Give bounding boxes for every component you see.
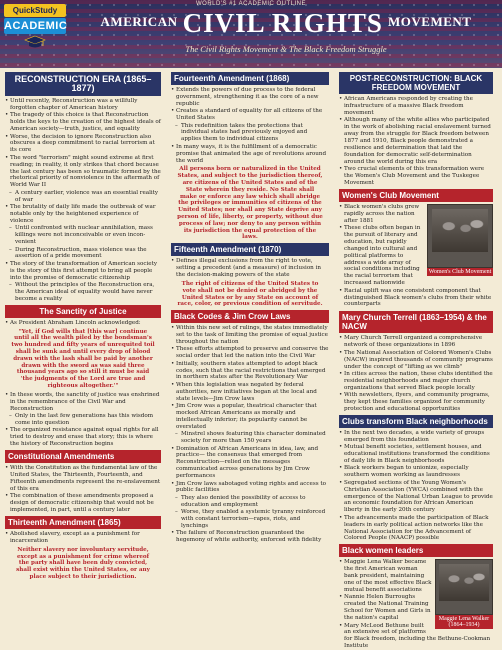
subheading-fourteenth: Fourteenth Amendment (1868) xyxy=(171,72,329,85)
title-right: MOVEMENT xyxy=(388,14,472,29)
list-item: – They also denied the possibility of access to education and employment xyxy=(171,495,329,509)
sanctity-intro xyxy=(5,320,161,327)
list-item: • In the next two decades, a wide variety of groups emerged from this foundation xyxy=(339,430,493,444)
list-item: • Mary McLeod Bethune built an extensive set of platforms for Black freedom, including the Bethune-Cookman Institute xyxy=(339,623,493,650)
lincoln-quote: "Yet, if God wills that [this war] continue until all the wealth piled by the bondsman's two hundred and fifty years of unrequited toil shall be sunk and until every drop of blood drawn with the lash shall be paid by another drawn with the sword as was said three thousand years ago so still it must be said 'the judgments of the Lord are true and righteous altogether.'" xyxy=(11,328,155,390)
list-item: – Only in the last few generations has this wisdom come into question xyxy=(5,413,161,427)
list-item: • In many ways, it is the fulfillment of a democratic promise that animated the age of revolutions around the world xyxy=(171,144,329,165)
list-item: • Worse, the decision to ignore Reconstruction also obscures a deep commitment to racial terrorism at its core xyxy=(5,134,161,155)
list-item: • African Americans responded by creating the infrastructure of a massive Black freedom movement xyxy=(339,96,493,117)
list-item: • The National Association of Colored Women's Clubs (NACW) inspired thousands of community programs under the concept of "lifting as we climb" xyxy=(339,350,493,371)
list-item: • Creates a standard of equality for all citizens of the United States xyxy=(171,108,329,122)
column-right xyxy=(336,70,496,650)
list-item: • The word "terrorism" might sound extreme at first reading; in reality, it only strikes that chord because the last century has been so traumatic formed by the rhetorical priority of nonviolence in the aftermath of World War II xyxy=(5,155,161,190)
list-item: – Minstrel shows featuring this character dominated society for more than 150 years xyxy=(171,431,329,445)
list-item: • In these words, the sanctity of justice was enshrined in the remembrance of the Civil War and Reconstruction xyxy=(5,392,161,413)
subheading-amendments: Constitutional Amendments xyxy=(5,450,161,463)
thirteenth-list xyxy=(5,531,161,545)
title-main: CIVIL RIGHTS xyxy=(182,8,383,38)
list-item: • The tragedy of this choice is that Reconstruction holds the keys to the creation of the highest ideals of American society—truth, justice, and equality xyxy=(5,112,161,133)
list-item: • Until recently, Reconstruction was a willfully forgotten chapter of American history xyxy=(5,98,161,112)
fourteenth-quote: All persons born or naturalized in the United States, and subject to the jurisdiction thereof, are citizens of the United States and of the State wherein they reside. No State shall make or enforce any law which shall abridge the privileges or immunities of citizens of the United States; nor shall any State deprive any person of life, liberty, or property, without due process of law; nor deny to any person within its jurisdiction the equal protection of the laws. xyxy=(177,166,323,241)
fourteenth-list xyxy=(171,87,329,164)
clubs-transform-list xyxy=(339,430,493,543)
list-item: • Jim Crow laws sabotaged voting rights and access to public facilities xyxy=(171,481,329,495)
list-item: • Racial uplift was one consistent component that distinguished Black women's clubs from their white counterparts xyxy=(339,288,493,309)
list-item: • With newsletters, flyers, and community programs, they kept these families organized for community protection and educational opportunities xyxy=(339,392,493,413)
women-leaders-list xyxy=(339,559,493,650)
list-item: • The brutality of daily life made the outbreak of war notable only by the heightened experience of violence xyxy=(5,204,161,225)
page-title xyxy=(70,8,502,39)
list-item: – Without the principles of the Reconstruction era, the American ideal of equality would have never become a reality xyxy=(5,282,161,303)
list-item: • These clubs often began in the pursuit of literary and education, but rapidly changed into cultural and political platforms to address a wide array of social conditions including the racial terrorism that increased nationwide xyxy=(339,225,493,287)
reconstruction-list xyxy=(5,98,161,303)
list-item: • As President Abraham Lincoln acknowledged: xyxy=(5,320,161,327)
brand-top: QuickStudy xyxy=(4,4,66,17)
list-item: • Initially, southern states attempted to adopt black codes, such that the racial restrictions that emerged in northern states after the Revolutionary War xyxy=(171,361,329,382)
list-item: • With the Constitution as the fundamental law of the United States, the Thirteenth, Fourteenth, and Fifteenth amendments represent the re-enslavement of this era xyxy=(5,465,161,493)
subheading-thirteenth: Thirteenth Amendment (1865) xyxy=(5,516,161,529)
list-item: • In cities across the nation, these clubs identified the residential neighborhoods and major church organizations that served Black people locally xyxy=(339,371,493,392)
overline: WORLD'S #1 ACADEMIC OUTLINE xyxy=(196,1,306,7)
list-item: • When this legislation was negated by federal authorities, new initiatives began at the local and state levels—Jim Crow laws xyxy=(171,382,329,403)
list-item: – This redefinition takes the protections that individual states had previously enjoyed and applies them to individual citizens xyxy=(171,123,329,144)
list-item: • Segregated sections of the Young Women's Christian Association (YWCA) combined with the emergence of the National Urban League to provide an economic foundation for African American liberty in the early 20th century xyxy=(339,480,493,515)
subheading-women-leaders: Black women leaders xyxy=(339,544,493,557)
page-subtitle: The Civil Rights Movement & The Black Freedom Struggle xyxy=(185,44,387,54)
section-heading-reconstruction: RECONSTRUCTION ERA (1865–1877) xyxy=(5,72,161,96)
column-left xyxy=(2,70,164,650)
list-item: • Maggie Lena Walker became the first American woman bank president, maintaining one of the most effective Black mutual benefit associations xyxy=(339,559,493,594)
section-heading-post-reconstruction: POST-RECONSTRUCTION: BLACK FREEDOM MOVEMENT xyxy=(339,72,493,94)
list-item: • Black workers began to unionize, especially southern women working as laundresses xyxy=(339,465,493,479)
photo-caption: Maggie Lena Walker (1864–1934) xyxy=(435,615,493,629)
list-item: • Within this new set of rulings, the states immediately set to the task of limiting the promise of equal justice throughout the nation xyxy=(171,325,329,346)
amendments-list xyxy=(5,465,161,514)
list-item: • Jim Crow was a popular, theatrical character that mocked African Americans as morally and intellectually inferior; its popularity cannot be overstated xyxy=(171,403,329,431)
list-item: • Abolished slavery, except as a punishment for incarceration xyxy=(5,531,161,545)
list-item: – During Reconstruction, mass violence was the assertion of a pride movement xyxy=(5,247,161,261)
jim-crow-list xyxy=(171,325,329,544)
list-item: – Until confronted with nuclear annihilation, mass killings were not inconceivable or even incon-venient xyxy=(5,225,161,246)
title-left: AMERICAN xyxy=(100,14,178,29)
subheading-jim-crow: Black Codes & Jim Crow Laws xyxy=(171,310,329,323)
list-item: • The organized resistance against equal rights for all tried to destroy and erase that story; this is where the history of Reconstruction begins xyxy=(5,427,161,448)
list-item: • The advancements made the participation of Black leaders in early political action networks like the National Association for the Advancement of Colored People (NAACP) possible xyxy=(339,515,493,543)
list-item: • The story of the transformation of American society is the story of this first attempt to bring all people into the promise of democratic citizenship xyxy=(5,261,161,282)
list-item: • Defines illegal exclusions from the right to vote, setting a precedent (and a measure) of inclusion in the decision-making powers of the state xyxy=(171,258,329,279)
subheading-terrell: Mary Church Terrell (1863–1954) & the NACW xyxy=(339,311,493,333)
fifteenth-list xyxy=(171,258,329,279)
list-item: • Two crucial elements of this transformation were the Women's Club Movement and the Tuskegee Movement xyxy=(339,166,493,187)
terrell-list xyxy=(339,335,493,412)
list-item: • Mary Church Terrell organized a comprehensive network of these organizations in 1896 xyxy=(339,335,493,349)
list-item: • Nannie Helen Burroughs created the National Training School for Women and Girls in the nation's capital xyxy=(339,594,493,622)
brand-logo xyxy=(4,4,66,52)
list-item: – A century earlier, violence was an essential reality of war xyxy=(5,190,161,204)
womens-club-block xyxy=(339,204,493,310)
list-item: • The failure of Reconstruction guaranteed the hegemony of white authority, enforced with fidelity xyxy=(171,530,329,544)
graduation-cap-icon xyxy=(24,35,46,49)
subheading-womens-club: Women's Club Movement xyxy=(339,189,493,202)
list-item: • Extends the powers of due process to the federal government, strengthening it as the core of a new republic xyxy=(171,87,329,108)
list-item: • The combination of these amendments proposed a design of democratic citizenship that would not be implemented, in part, until a century later xyxy=(5,493,161,514)
subheading-clubs-transform: Clubs transform Black neighborhoods xyxy=(339,415,493,428)
header-banner xyxy=(0,0,502,68)
fifteenth-quote: The right of citizens of the United States to vote shall not be denied or abridged by the United States or by any State on account of race, color, or previous condition of servitude. xyxy=(177,280,323,308)
post-reconstruction-list xyxy=(339,96,493,187)
list-item: • Domination of African Americans in idea, law, and practice— the consensus that emerged from Reconstruction—relied on the messages communicated across generations by Jim Crow performances xyxy=(171,446,329,481)
list-item: • Black women's clubs grew rapidly across the nation after 1881 xyxy=(339,204,493,225)
column-middle xyxy=(168,70,332,650)
sanctity-list xyxy=(5,392,161,448)
list-item: – Worse, they enabled a systemic tyranny reinforced with constant terrorism—rapes, riots, and lynchings xyxy=(171,509,329,530)
women-leaders-block xyxy=(339,559,493,650)
list-item: • Although many of the white allies who participated in the work of abolishing racial enslavement turned away from the struggle for Black freedom between 1877 and 1910, Black people demonstrated a resilience and determination that laid the foundation for democratic self-determination around the world during this era xyxy=(339,117,493,165)
list-item: • Mutual benefit societies, settlement houses, and educational institutions transformed the conditions of daily life in Black neighborhoods xyxy=(339,444,493,465)
subheading-sanctity: The Sanctity of Justice xyxy=(5,305,161,318)
list-item: • These efforts attempted to preserve and conserve the social order that led the nation into the Civil War xyxy=(171,346,329,360)
photo-caption: Women's Club Movement xyxy=(428,268,492,275)
womens-club-list xyxy=(339,204,493,309)
brand-main: ACADEMIC xyxy=(4,20,68,32)
subheading-fifteenth: Fifteenth Amendment (1870) xyxy=(171,243,329,256)
thirteenth-quote: Neither slavery nor involuntary servitude, except as a punishment for crime whereof the party shall have been duly convicted, shall exist within the United States, or any place subject to their jurisdiction. xyxy=(16,546,150,580)
